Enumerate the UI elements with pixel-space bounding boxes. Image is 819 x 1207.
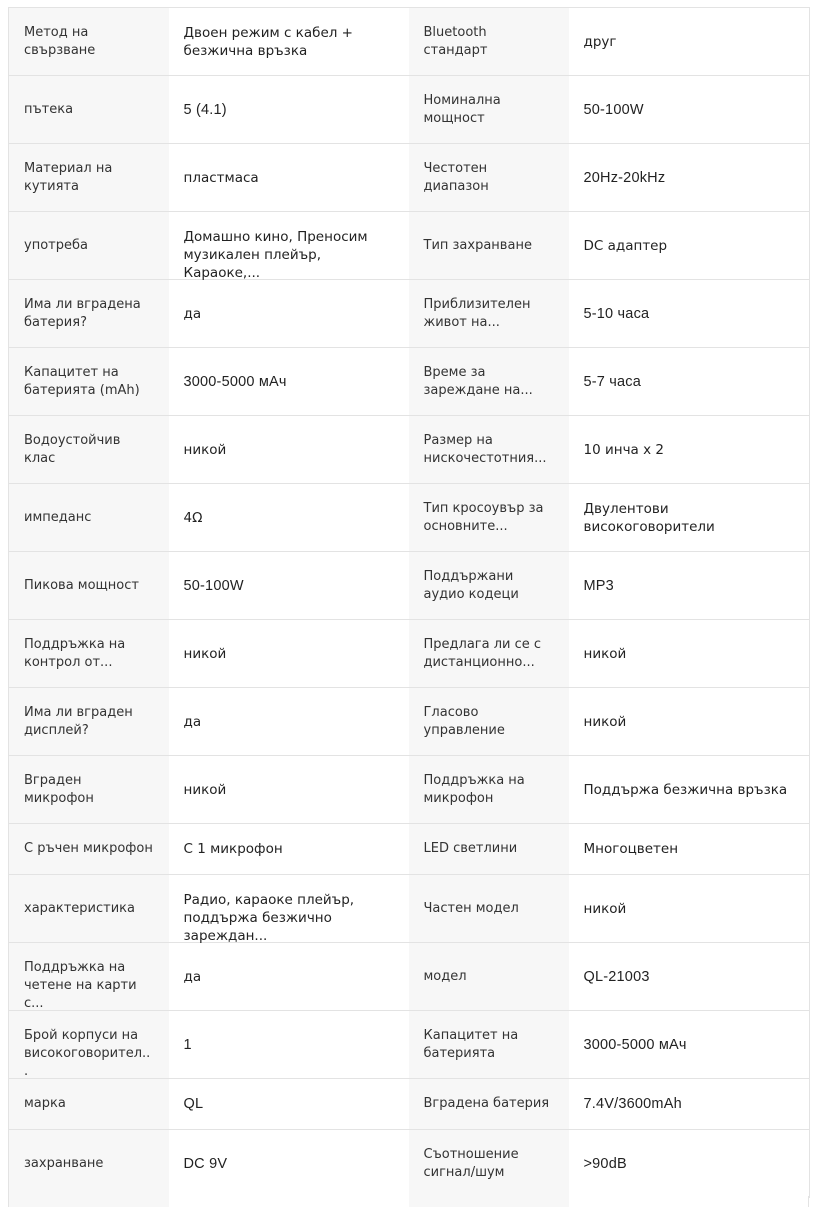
spec-label: Приблизителен живот на... xyxy=(409,280,569,348)
spec-value: 5-7 часа xyxy=(569,348,810,416)
spec-value: 50-100W xyxy=(569,76,810,144)
spec-value: Двоен режим с кабел + безжична връзка xyxy=(169,8,409,76)
spec-label: Поддръжка на контрол от... xyxy=(9,620,169,688)
spec-row xyxy=(9,144,810,212)
spec-value: MP3 xyxy=(569,552,810,620)
spec-value: 3000-5000 мАч xyxy=(169,348,409,416)
spec-row xyxy=(9,416,810,484)
spec-value: никой xyxy=(169,756,409,824)
spec-label: марка xyxy=(9,1079,169,1130)
spec-row xyxy=(9,348,810,416)
spec-label: Метод на свързване xyxy=(9,8,169,76)
spec-label: Време за зареждане на... xyxy=(409,348,569,416)
spec-label: употреба xyxy=(9,212,169,280)
spec-label: Водоустойчив клас xyxy=(9,416,169,484)
spec-label: характеристика xyxy=(9,875,169,943)
spec-label: Предлага ли се с дистанционно... xyxy=(409,620,569,688)
spec-value: 5-10 часа xyxy=(569,280,810,348)
spec-value: никой xyxy=(569,875,810,943)
spec-row xyxy=(9,212,810,280)
spec-value: Домашно кино, Преносим музикален плейър, Караоке,... xyxy=(169,212,409,280)
spec-value: Поддържа безжична връзка xyxy=(569,756,810,824)
spec-value: 5 (4.1) xyxy=(169,76,409,144)
next-row-partial xyxy=(8,1196,809,1207)
spec-row xyxy=(9,76,810,144)
spec-value: С 1 микрофон xyxy=(169,824,409,875)
spec-label: Честотен диапазон xyxy=(409,144,569,212)
spec-row xyxy=(9,943,810,1011)
spec-value: Радио, караоке плейър, поддържа безжично зареждан... xyxy=(169,875,409,943)
spec-value: 3000-5000 мАч xyxy=(569,1011,810,1079)
spec-value: 10 инча х 2 xyxy=(569,416,810,484)
spec-label: Номинална мощност xyxy=(409,76,569,144)
spec-row xyxy=(9,552,810,620)
spec-value: никой xyxy=(169,620,409,688)
spec-row xyxy=(9,688,810,756)
spec-value: друг xyxy=(569,8,810,76)
spec-value: >90dB xyxy=(569,1130,810,1198)
spec-label: Тип кросоувър за основните... xyxy=(409,484,569,552)
spec-label: импеданс xyxy=(9,484,169,552)
spec-value: да xyxy=(169,280,409,348)
spec-label: модел xyxy=(409,943,569,1011)
spec-label: Вградена батерия xyxy=(409,1079,569,1130)
spec-label: Вграден микрофон xyxy=(9,756,169,824)
spec-label: Има ли вграден дисплей? xyxy=(9,688,169,756)
spec-value: QL xyxy=(169,1079,409,1130)
product-specs-table xyxy=(8,7,810,1198)
spec-row xyxy=(9,875,810,943)
spec-label: Bluetooth стандарт xyxy=(409,8,569,76)
spec-label: Частен модел xyxy=(409,875,569,943)
spec-row xyxy=(9,620,810,688)
spec-label: Поддръжка на четене на карти с... xyxy=(9,943,169,1011)
spec-label: пътека xyxy=(9,76,169,144)
spec-label: Пикова мощност xyxy=(9,552,169,620)
spec-label: Гласово управление xyxy=(409,688,569,756)
spec-label: Капацитет на батерията xyxy=(409,1011,569,1079)
spec-label: захранване xyxy=(9,1130,169,1198)
spec-row xyxy=(9,8,810,76)
spec-value: 50-100W xyxy=(169,552,409,620)
spec-row xyxy=(9,1130,810,1198)
spec-row xyxy=(9,756,810,824)
spec-label: LED светлини xyxy=(409,824,569,875)
spec-value: Многоцветен xyxy=(569,824,810,875)
spec-label: С ръчен микрофон xyxy=(9,824,169,875)
spec-value: да xyxy=(169,688,409,756)
spec-value: 7.4V/3600mAh xyxy=(569,1079,810,1130)
spec-value: 1 xyxy=(169,1011,409,1079)
spec-row xyxy=(9,484,810,552)
spec-value: 4Ω xyxy=(169,484,409,552)
spec-row xyxy=(9,280,810,348)
spec-row xyxy=(9,1079,810,1130)
spec-value: никой xyxy=(569,688,810,756)
spec-label: Капацитет на батерията (mAh) xyxy=(9,348,169,416)
spec-label: Материал на кутията xyxy=(9,144,169,212)
spec-label: Поддръжка на микрофон xyxy=(409,756,569,824)
spec-value: Двулентови високоговорители xyxy=(569,484,810,552)
spec-value: DC адаптер xyxy=(569,212,810,280)
spec-value: да xyxy=(169,943,409,1011)
spec-label: Размер на нискочестотния... xyxy=(409,416,569,484)
spec-value: 20Hz-20kHz xyxy=(569,144,810,212)
spec-value: никой xyxy=(569,620,810,688)
spec-value: QL-21003 xyxy=(569,943,810,1011)
spec-value: пластмаса xyxy=(169,144,409,212)
spec-value: DC 9V xyxy=(169,1130,409,1198)
spec-row xyxy=(9,1011,810,1079)
spec-label: Поддържани аудио кодеци xyxy=(409,552,569,620)
spec-value: никой xyxy=(169,416,409,484)
spec-label: Съотношение сигнал/шум xyxy=(409,1130,569,1198)
spec-label: Брой корпуси на високоговорител... xyxy=(9,1011,169,1079)
spec-label: Има ли вградена батерия? xyxy=(9,280,169,348)
spec-label: Тип захранване xyxy=(409,212,569,280)
spec-row xyxy=(9,824,810,875)
